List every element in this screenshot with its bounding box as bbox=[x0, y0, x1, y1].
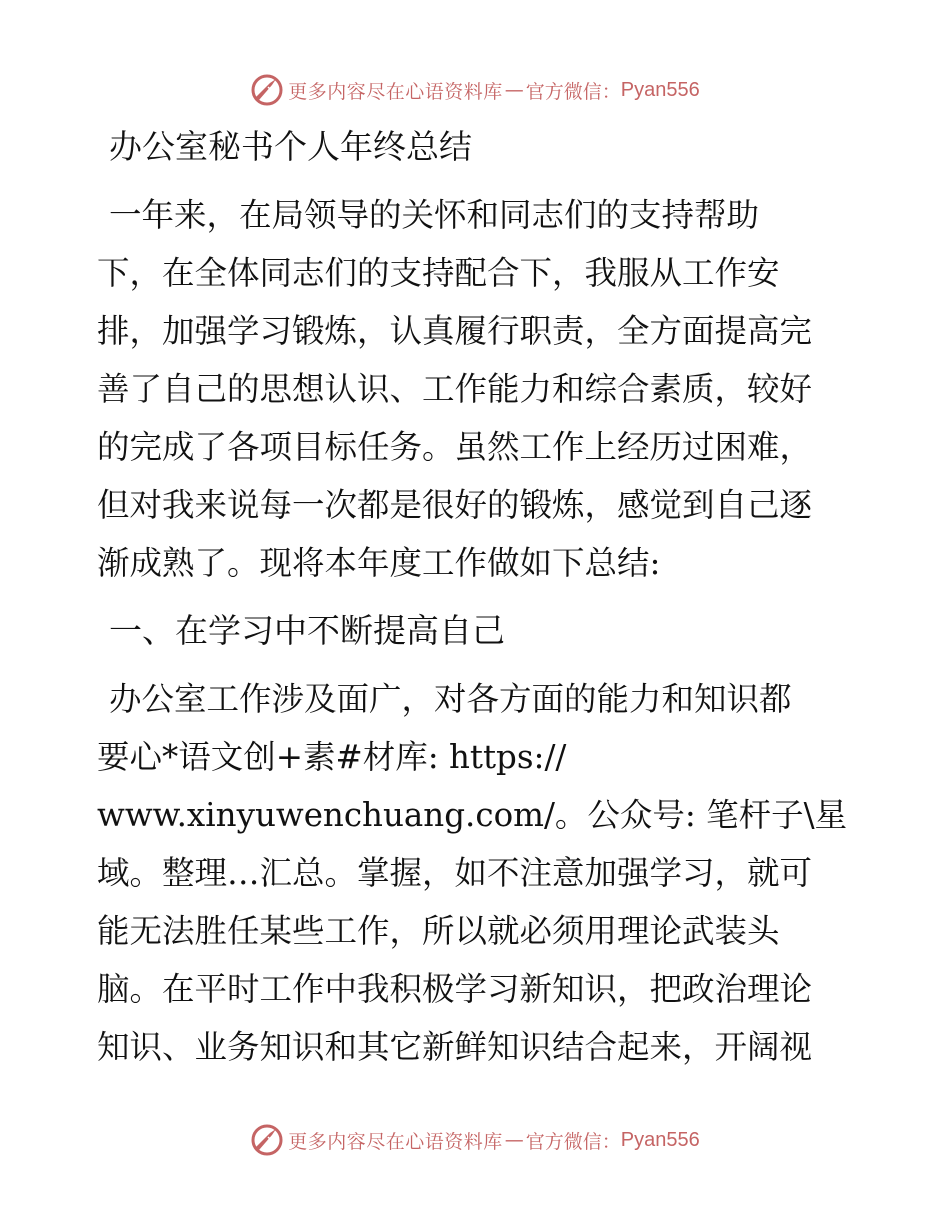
paragraph-line: 一年来，在局领导的关怀和同志们的支持帮助 bbox=[109, 196, 760, 234]
banner-wechat-label: 官方微信： bbox=[525, 80, 621, 103]
banner-separator: — bbox=[504, 79, 524, 101]
paragraph-line: 的完成了各项目标任务。虽然工作上经历过困难， bbox=[97, 428, 813, 466]
quill-pen-icon bbox=[250, 1123, 284, 1157]
paragraph-line: 善了自己的思想认识、工作能力和综合素质，较好 bbox=[97, 370, 813, 408]
banner-wechat-label: 官方微信： bbox=[525, 1130, 621, 1153]
paragraph-line: www.xinyuwenchuang.com/。公众号: 笔杆子\星 bbox=[97, 796, 848, 834]
intro-paragraph bbox=[97, 186, 857, 592]
banner-wechat-id: Pyan556 bbox=[620, 78, 700, 101]
banner-separator: — bbox=[504, 1129, 524, 1151]
document-body bbox=[97, 118, 857, 1076]
paragraph-line: 能无法胜任某些工作，所以就必须用理论武装头 bbox=[97, 912, 780, 950]
paragraph-line: 办公室工作涉及面广，对各方面的能力和知识都 bbox=[109, 680, 792, 718]
document-title: 办公室秘书个人年终总结 bbox=[109, 127, 472, 166]
section1-paragraph bbox=[97, 670, 857, 1076]
banner-promo-text: 更多内容尽在心语资料库 bbox=[288, 80, 503, 103]
paragraph-line: 渐成熟了。现将本年度工作做如下总结: bbox=[97, 544, 661, 582]
paragraph-line: 知识、业务知识和其它新鲜知识结合起来，开阔视 bbox=[97, 1028, 813, 1066]
paragraph-line: 但对我来说每一次都是很好的锻炼，感觉到自己逐 bbox=[97, 486, 813, 524]
quill-pen-icon bbox=[250, 73, 284, 107]
paragraph-line: 要心*语文创+素#材库: https:// bbox=[97, 738, 567, 776]
banner-promo-text: 更多内容尽在心语资料库 bbox=[288, 1130, 503, 1153]
section-heading: 一、在学习中不断提高自己 bbox=[109, 611, 505, 650]
paragraph-line: 脑。在平时工作中我积极学习新知识，把政治理论 bbox=[97, 970, 813, 1008]
footer-banner bbox=[0, 1120, 950, 1160]
paragraph-line: 域。整理…汇总。掌握，如不注意加强学习，就可 bbox=[97, 854, 813, 892]
banner-wechat-id: Pyan556 bbox=[620, 1128, 700, 1151]
paragraph-line: 下，在全体同志们的支持配合下，我服从工作安 bbox=[97, 254, 780, 292]
header-banner bbox=[0, 70, 950, 110]
paragraph-line: 排，加强学习锻炼，认真履行职责，全方面提高完 bbox=[97, 312, 813, 350]
